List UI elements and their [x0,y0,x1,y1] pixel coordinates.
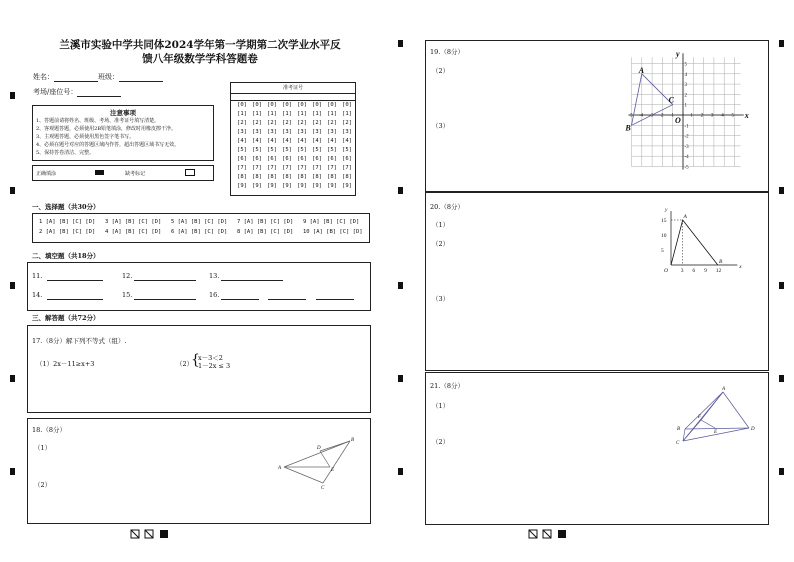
page-code-marks [528,529,572,539]
y-tick-label: 5 [661,248,664,254]
positioning-mark [398,40,403,47]
exam-digit-bubble[interactable]: [0] [267,102,277,108]
fill-missing-box[interactable] [185,169,195,176]
origin-label: O [664,268,668,274]
exam-digit-bubble[interactable]: [1] [267,111,277,117]
y-tick-label: -1 [684,124,689,130]
room-info [33,87,121,97]
choice-item[interactable]: 7 [A] [B] [C] [D] [237,219,294,225]
fig18-label-e: E [331,468,335,473]
note-item: 2、客观题答题，必须使用2B铅笔填涂，修改时用橡皮擦干净。 [36,126,177,132]
brace-icon: { [191,352,200,368]
y-tick-label: 1 [684,103,687,109]
exam-digit-bubble[interactable]: [3] [237,129,247,135]
exam-digit-bubble[interactable]: [8] [237,174,247,180]
x-axis-label: x [744,111,749,120]
fig21-label-b: B [677,427,681,432]
x-tick-label: 2 [700,113,704,119]
q20-part1: （1） [432,221,450,229]
fig18-label-b: B [351,438,355,443]
exam-digit-bubble[interactable]: [7] [342,165,352,171]
exam-digit-bubble[interactable]: [6] [312,156,322,162]
note-item: 5、保持答卷清洁、完整。 [36,150,95,156]
fig18-label-c: C [321,486,325,491]
exam-digit-bubble[interactable]: [7] [252,165,262,171]
fig21-label-d: D [751,427,755,432]
exam-digit-bubble[interactable]: [2] [327,120,337,126]
q21-figure [673,383,763,447]
y-tick-label: 2 [684,93,687,99]
x-tick-label: 6 [692,268,696,274]
fig21-label-f: F [698,415,702,420]
fig21-label-c: C [676,441,680,446]
exam-digit-bubble[interactable]: [7] [327,165,337,171]
exam-digit-bubble[interactable]: [8] [342,174,352,180]
y-tick-label: -4 [684,155,689,161]
exam-digit-bubble[interactable]: [4] [237,138,247,144]
exam-digit-bubble[interactable]: [2] [297,120,307,126]
q21-part1: （1） [432,402,450,410]
q15-label: 15. [122,291,133,299]
point-label-a: A [683,214,687,221]
choice-item[interactable]: 6 [A] [B] [C] [D] [171,229,228,235]
point-label-b: B [718,259,723,265]
exam-digit-bubble[interactable]: [3] [297,129,307,135]
room-field[interactable] [77,88,121,97]
q19-box[interactable] [425,40,769,193]
exam-digit-bubble[interactable]: [6] [297,156,307,162]
q17-part1: （1）2x－11≥x+3 [36,360,95,368]
q19-head: 19.（8分） [430,48,464,56]
exam-digit-bubble[interactable]: [5] [342,147,352,153]
x-tick-label: 12 [715,268,722,274]
page-title [30,38,370,66]
exam-digit-bubble[interactable]: [0] [327,102,337,108]
x-tick-label: -4 [638,113,643,119]
exam-digit-bubble[interactable]: [7] [312,165,322,171]
exam-digit-bubble[interactable]: [4] [297,138,307,144]
exam-digit-bubble[interactable]: [7] [297,165,307,171]
x-tick-label: -5 [628,113,633,119]
x-tick-label: 4 [721,113,724,119]
page-code-marks [130,529,174,539]
exam-digit-bubble[interactable]: [2] [282,120,292,126]
exam-digit-bubble[interactable]: [0] [312,102,322,108]
q21-head: 21.（8分） [430,382,464,390]
exam-digit-bubble[interactable]: [2] [312,120,322,126]
q20-part2: （2） [432,240,450,248]
exam-digit-bubble[interactable]: [3] [327,129,337,135]
fill-correct-label: 正确填涂 [36,171,57,177]
section2-title: 二、填空题（共18分） [32,252,100,260]
x-axis-label: x [739,264,742,270]
exam-digit-bubble[interactable]: [7] [237,165,247,171]
q19-coordinate-grid [625,49,757,181]
positioning-mark [779,468,784,475]
y-tick-label: 15 [661,218,667,224]
exam-digit-bubble[interactable]: [0] [282,102,292,108]
q18-figure [278,433,358,489]
q16-answer-line-2[interactable] [268,299,306,300]
notes-box [32,105,214,161]
class-field[interactable] [119,73,163,82]
exam-number-column[interactable] [265,101,279,191]
section1-title: 一、选择题（共30分） [32,203,100,211]
exam-digit-bubble[interactable]: [2] [267,120,277,126]
exam-digit-bubble[interactable]: [5] [282,147,292,153]
q18-head: 18.（8分） [32,426,66,434]
exam-digit-bubble[interactable]: [4] [342,138,352,144]
positioning-mark [10,282,15,289]
exam-digit-bubble[interactable]: [8] [282,174,292,180]
exam-digit-bubble[interactable]: [9] [312,183,322,189]
x-tick-label: 1 [690,113,693,119]
exam-digit-bubble[interactable]: [4] [282,138,292,144]
room-label: 考场/座位号： [33,88,78,96]
exam-digit-bubble[interactable]: [6] [267,156,277,162]
exam-digit-bubble[interactable]: [5] [237,147,247,153]
exam-digit-bubble[interactable]: [8] [267,174,277,180]
q13-answer-line[interactable] [221,280,283,281]
exam-number-column[interactable] [235,101,249,191]
exam-digit-bubble[interactable]: [3] [252,129,262,135]
positioning-mark [779,375,784,382]
exam-number-title: 准考证号 [231,85,355,94]
choice-item[interactable]: 10 [A] [B] [C] [D] [303,229,363,235]
exam-digit-bubble[interactable]: [7] [282,165,292,171]
q17-ineq-1: x－3＜2 [198,354,223,362]
fill-blank-box [27,262,371,311]
q20-head: 20.（8分） [430,203,464,211]
fill-missing-label: 缺考标记 [125,171,146,177]
exam-number-column[interactable] [340,101,354,191]
q16-label: 16. [209,291,220,299]
choice-item[interactable]: 1 [A] [B] [C] [D] [39,219,96,225]
exam-digit-bubble[interactable]: [5] [267,147,277,153]
student-info [33,72,163,82]
x-tick-label: 5 [731,113,734,119]
origin-label: O [675,116,681,125]
q12-answer-line[interactable] [134,280,196,281]
exam-digit-bubble[interactable]: [8] [327,174,337,180]
positioning-mark [10,187,15,194]
exam-digit-bubble[interactable]: [0] [297,102,307,108]
exam-digit-bubble[interactable]: [1] [237,111,247,117]
graph-line [671,220,718,265]
y-tick-label: 4 [684,72,687,78]
q12-label: 12. [122,272,133,280]
y-axis-label: y [665,207,668,213]
q16-answer-line-3[interactable] [316,299,354,300]
exam-digit-bubble[interactable]: [1] [342,111,352,117]
x-tick-label: -2 [659,113,664,119]
y-tick-label: 5 [684,62,687,68]
q19-part2: （2） [432,67,450,75]
exam-digit-bubble[interactable]: [9] [297,183,307,189]
fig18-label-a: A [278,466,282,471]
title-line-1: 兰溪市实验中学共同体2024学年第一学期第二次学业水平反 [59,39,341,51]
exam-digit-bubble[interactable]: [3] [312,129,322,135]
class-label: 班级： [98,73,119,81]
note-item: 4、必须在题号对应的答题区域内作答，超出答题区域书写无效。 [36,142,180,148]
exam-digit-bubble[interactable]: [4] [267,138,277,144]
exam-digit-bubble[interactable]: [0] [237,102,247,108]
x-tick-label: 3 [710,113,714,119]
exam-digit-bubble[interactable]: [1] [297,111,307,117]
exam-digit-bubble[interactable]: [4] [312,138,322,144]
q17-part2-label: （2） [176,360,194,368]
exam-digit-bubble[interactable]: [2] [237,120,247,126]
exam-number-column[interactable] [280,101,294,191]
positioning-mark [398,468,403,475]
q17-ineq-2: 1－2x ≤ 3 [198,362,231,370]
exam-digit-bubble[interactable]: [9] [282,183,292,189]
notes-title: 注意事项 [110,109,136,117]
q18-part1: （1） [34,444,52,452]
exam-number-box [230,82,356,196]
exam-digit-bubble[interactable]: [3] [267,129,277,135]
positioning-mark [779,282,784,289]
point-label-b: B [625,123,631,133]
choice-item[interactable]: 9 [A] [B] [C] [D] [303,219,360,225]
choice-item[interactable]: 8 [A] [B] [C] [D] [237,229,294,235]
q18-box[interactable] [27,418,371,524]
q17-box[interactable] [27,325,371,413]
positioning-mark [779,40,784,47]
y-axis-label: y [676,49,680,59]
y-tick-label: -5 [684,165,689,171]
exam-digit-bubble[interactable]: [5] [312,147,322,153]
exam-number-column[interactable] [310,101,324,191]
q18-part2: （2） [34,481,52,489]
exam-digit-bubble[interactable]: [4] [327,138,337,144]
choice-item[interactable]: 4 [A] [B] [C] [D] [105,229,162,235]
title-line-2: 馈八年级数学学科答题卷 [142,53,258,65]
exam-digit-bubble[interactable]: [3] [342,129,352,135]
exam-digit-bubble[interactable]: [5] [297,147,307,153]
exam-digit-bubble[interactable]: [8] [312,174,322,180]
exam-digit-bubble[interactable]: [1] [312,111,322,117]
exam-digit-bubble[interactable]: [6] [327,156,337,162]
exam-digit-bubble[interactable]: [9] [267,183,277,189]
exam-digit-bubble[interactable]: [2] [342,120,352,126]
exam-number-column[interactable] [325,101,339,191]
q17-head: 17.（8分）解下列不等式（组）. [32,337,127,345]
y-tick-label: -2 [684,134,689,140]
exam-digit-bubble[interactable]: [5] [252,147,262,153]
note-item: 1、答题前请将姓名、班级、考场、准考证号填写清楚。 [36,118,160,124]
exam-digit-bubble[interactable]: [0] [252,102,262,108]
fig21-label-a: A [722,387,726,392]
positioning-mark [10,92,15,99]
q19-part3: （3） [432,122,450,130]
exam-digit-bubble[interactable]: [9] [342,183,352,189]
positioning-mark [10,375,15,382]
exam-digit-bubble[interactable]: [6] [342,156,352,162]
q13-label: 13. [209,272,220,280]
choice-box [32,213,370,243]
q20-box[interactable] [425,191,769,371]
q20-graph [658,207,758,279]
fill-example-box [32,165,214,181]
fig21-label-e: E [714,430,718,435]
x-tick-label: -1 [669,113,674,119]
exam-digit-bubble[interactable]: [3] [282,129,292,135]
exam-digit-bubble[interactable]: [9] [252,183,262,189]
q16-answer-line-1[interactable] [221,299,259,300]
q11-answer-line[interactable] [47,280,103,281]
y-tick-label: 10 [661,233,667,239]
point-label-c: C [668,95,674,105]
name-label: 姓名： [33,73,54,81]
fig18-label-d: D [317,446,321,451]
exam-digit-bubble[interactable]: [5] [327,147,337,153]
exam-digit-bubble[interactable]: [4] [252,138,262,144]
note-item: 3、主观题答题，必须使用黑色签字笔书写。 [36,134,135,140]
name-field[interactable] [54,73,98,82]
exam-digit-bubble[interactable]: [1] [282,111,292,117]
choice-item[interactable]: 3 [A] [B] [C] [D] [105,219,162,225]
exam-digit-bubble[interactable]: [2] [252,120,262,126]
y-tick-label: -3 [684,144,689,150]
q21-box[interactable] [425,372,769,525]
q11-label: 11. [32,272,43,280]
exam-digit-bubble[interactable]: [7] [267,165,277,171]
y-tick-label: 3 [684,83,687,89]
positioning-mark [398,187,403,194]
x-tick-label: 3 [680,268,684,274]
positioning-mark [398,375,403,382]
q14-answer-line[interactable] [47,299,103,300]
x-tick-label: -3 [649,113,654,119]
x-tick-label: 9 [704,268,707,274]
q14-label: 14. [32,291,43,299]
exam-digit-bubble[interactable]: [8] [297,174,307,180]
choice-item[interactable]: 2 [A] [B] [C] [D] [39,229,96,235]
choice-item[interactable]: 5 [A] [B] [C] [D] [171,219,228,225]
q20-part3: （3） [432,295,450,303]
exam-digit-bubble[interactable]: [6] [282,156,292,162]
exam-digit-bubble[interactable]: [1] [252,111,262,117]
q21-part2: （2） [432,438,450,446]
positioning-mark [779,187,784,194]
exam-digit-bubble[interactable]: [8] [252,174,262,180]
positioning-mark [398,282,403,289]
exam-digit-bubble[interactable]: [1] [327,111,337,117]
q15-answer-line[interactable] [134,299,196,300]
exam-digit-bubble[interactable]: [6] [252,156,262,162]
exam-digit-bubble[interactable]: [9] [237,183,247,189]
exam-number-column[interactable] [295,101,309,191]
point-label-a: A [638,65,645,75]
fill-correct-sample [95,170,104,175]
exam-digit-bubble[interactable]: [9] [327,183,337,189]
exam-digit-bubble[interactable]: [6] [237,156,247,162]
exam-digit-bubble[interactable]: [0] [342,102,352,108]
positioning-mark [10,468,15,475]
exam-number-column[interactable] [250,101,264,191]
section3-title: 三、解答题（共72分） [32,314,100,322]
